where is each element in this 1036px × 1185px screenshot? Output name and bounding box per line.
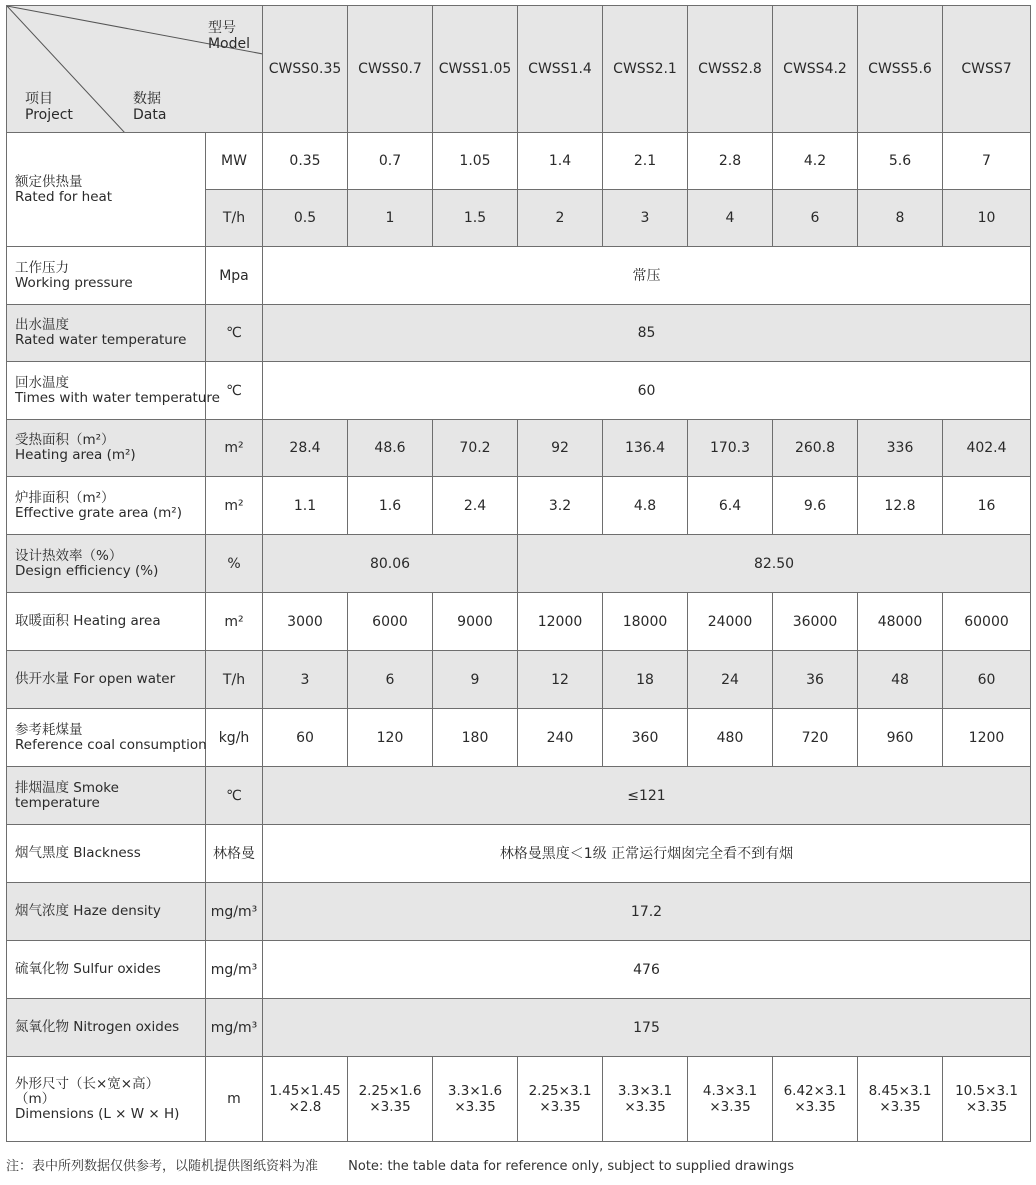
value-cell: 180	[433, 709, 518, 767]
dimension-cell: 2.25×1.6 ×3.35	[348, 1057, 433, 1142]
footnote-en: Note: the table data for reference only, subject to supplied drawings	[348, 1159, 794, 1174]
heating-space-row	[7, 593, 1031, 651]
coal-consumption-label: 参考耗煤量 Reference coal consumption	[7, 709, 206, 767]
dimensions-label: 外形尺寸（长×宽×高） （m） Dimensions (L × W × H)	[7, 1057, 206, 1142]
value-cell: 28.4	[263, 420, 348, 477]
value-cell: ≤121	[263, 767, 1031, 825]
value-cell: 1.5	[433, 190, 518, 247]
model-cell: CWSS7	[943, 6, 1031, 133]
unit-cell: mg/m³	[206, 883, 263, 941]
value-cell: 60	[263, 362, 1031, 420]
value-cell: 7	[943, 133, 1031, 190]
value-cell: 1200	[943, 709, 1031, 767]
value-cell: 92	[518, 420, 603, 477]
value-cell: 170.3	[688, 420, 773, 477]
grate-area-label: 炉排面积（m²） Effective grate area (m²)	[7, 477, 206, 535]
heating-area-row	[7, 420, 1031, 477]
footnote-cn: 注：表中所列数据仅供参考，以随机提供图纸资料为准	[6, 1159, 319, 1174]
value-cell: 60	[943, 651, 1031, 709]
value-cell: 10	[943, 190, 1031, 247]
value-cell: 常压	[263, 247, 1031, 305]
value-cell: 336	[858, 420, 943, 477]
value-cell: 4.8	[603, 477, 688, 535]
value-cell: 175	[263, 999, 1031, 1057]
model-cell: CWSS2.1	[603, 6, 688, 133]
unit-cell: mg/m³	[206, 941, 263, 999]
value-cell: 18000	[603, 593, 688, 651]
value-cell: 48	[858, 651, 943, 709]
value-cell: 36	[773, 651, 858, 709]
value-cell: 林格曼黑度＜1级 正常运行烟囱完全看不到有烟	[263, 825, 1031, 883]
dimension-cell: 3.3×1.6 ×3.35	[433, 1057, 518, 1142]
unit-cell: m²	[206, 477, 263, 535]
value-cell: 6.4	[688, 477, 773, 535]
value-cell: 85	[263, 305, 1031, 362]
blackness-label: 烟气黑度 Blackness	[7, 825, 206, 883]
dimension-cell: 3.3×3.1 ×3.35	[603, 1057, 688, 1142]
model-cell: CWSS2.8	[688, 6, 773, 133]
unit-cell: m²	[206, 420, 263, 477]
value-cell: 24000	[688, 593, 773, 651]
return-water-temp-row	[7, 362, 1031, 420]
value-cell: 1	[348, 190, 433, 247]
model-label: 型号 Model	[207, 20, 250, 52]
model-cell: CWSS1.4	[518, 6, 603, 133]
value-cell: 402.4	[943, 420, 1031, 477]
value-cell: 36000	[773, 593, 858, 651]
value-cell: 1.4	[518, 133, 603, 190]
unit-cell: m²	[206, 593, 263, 651]
value-cell: 476	[263, 941, 1031, 999]
value-cell: 3000	[263, 593, 348, 651]
design-efficiency-row	[7, 535, 1031, 593]
value-cell: 2	[518, 190, 603, 247]
value-cell: 48.6	[348, 420, 433, 477]
grate-area-row	[7, 477, 1031, 535]
design-efficiency-label: 设计热效率（%） Design efficiency (%)	[7, 535, 206, 593]
heating-space-label: 取暖面积 Heating area	[7, 593, 206, 651]
value-cell: 3	[603, 190, 688, 247]
footnote	[6, 1155, 794, 1174]
return-water-temp-label: 回水温度 Times with water temperature	[7, 362, 206, 420]
dimension-cell: 10.5×3.1 ×3.35	[943, 1057, 1031, 1142]
boiler-spec-table	[6, 5, 1031, 1142]
nitrogen-oxides-row	[7, 999, 1031, 1057]
blackness-row	[7, 825, 1031, 883]
value-cell: 16	[943, 477, 1031, 535]
value-cell: 12.8	[858, 477, 943, 535]
value-cell: 12000	[518, 593, 603, 651]
value-cell: 240	[518, 709, 603, 767]
spec-table-wrapper	[6, 5, 1031, 1142]
dimension-cell: 1.45×1.45 ×2.8	[263, 1057, 348, 1142]
unit-cell: ℃	[206, 362, 263, 420]
value-cell: 4.2	[773, 133, 858, 190]
dimension-cell: 8.45×3.1 ×3.35	[858, 1057, 943, 1142]
dimension-cell: 4.3×3.1 ×3.35	[688, 1057, 773, 1142]
model-cell: CWSS0.35	[263, 6, 348, 133]
header-corner-cell	[7, 6, 263, 133]
unit-cell: kg/h	[206, 709, 263, 767]
value-cell: 3	[263, 651, 348, 709]
value-cell: 2.4	[433, 477, 518, 535]
value-cell: 2.1	[603, 133, 688, 190]
value-cell: 6	[348, 651, 433, 709]
smoke-temp-label: 排烟温度 Smoke temperature	[7, 767, 206, 825]
rated-water-temp-row	[7, 305, 1031, 362]
dimensions-row	[7, 1057, 1031, 1142]
open-water-label: 供开水量 For open water	[7, 651, 206, 709]
value-cell: 60000	[943, 593, 1031, 651]
value-cell: 4	[688, 190, 773, 247]
unit-cell: m	[206, 1057, 263, 1142]
value-cell: 70.2	[433, 420, 518, 477]
unit-cell: ℃	[206, 767, 263, 825]
value-cell: 24	[688, 651, 773, 709]
unit-cell: mg/m³	[206, 999, 263, 1057]
value-cell: 18	[603, 651, 688, 709]
smoke-temp-row	[7, 767, 1031, 825]
unit-cell: Mpa	[206, 247, 263, 305]
value-cell: 260.8	[773, 420, 858, 477]
value-cell: 1.1	[263, 477, 348, 535]
value-cell: 2.8	[688, 133, 773, 190]
unit-cell: ℃	[206, 305, 263, 362]
value-cell: 136.4	[603, 420, 688, 477]
value-cell: 6	[773, 190, 858, 247]
value-cell: 0.5	[263, 190, 348, 247]
value-cell: 1.6	[348, 477, 433, 535]
rated-heat-mw-row	[7, 133, 1031, 190]
value-cell: 60	[263, 709, 348, 767]
value-cell: 1.05	[433, 133, 518, 190]
sulfur-oxides-label: 硫氧化物 Sulfur oxides	[7, 941, 206, 999]
value-cell: 120	[348, 709, 433, 767]
working-pressure-label: 工作压力 Working pressure	[7, 247, 206, 305]
haze-density-row	[7, 883, 1031, 941]
value-cell: 48000	[858, 593, 943, 651]
value-cell: 960	[858, 709, 943, 767]
dimension-cell: 6.42×3.1 ×3.35	[773, 1057, 858, 1142]
rated-water-temp-label: 出水温度 Rated water temperature	[7, 305, 206, 362]
data-label: 数据 Data	[133, 91, 167, 123]
value-cell: 82.50	[518, 535, 1031, 593]
value-cell: 9000	[433, 593, 518, 651]
model-cell: CWSS1.05	[433, 6, 518, 133]
haze-density-label: 烟气浓度 Haze density	[7, 883, 206, 941]
model-cell: CWSS4.2	[773, 6, 858, 133]
value-cell: 6000	[348, 593, 433, 651]
value-cell: 0.35	[263, 133, 348, 190]
nitrogen-oxides-label: 氮氧化物 Nitrogen oxides	[7, 999, 206, 1057]
value-cell: 12	[518, 651, 603, 709]
coal-consumption-row	[7, 709, 1031, 767]
value-cell: 360	[603, 709, 688, 767]
value-cell: 0.7	[348, 133, 433, 190]
value-cell: 80.06	[263, 535, 518, 593]
rated-heat-label: 额定供热量 Rated for heat	[7, 133, 206, 247]
project-label: 项目 Project	[25, 91, 73, 123]
value-cell: 17.2	[263, 883, 1031, 941]
model-cell: CWSS0.7	[348, 6, 433, 133]
unit-cell: MW	[206, 133, 263, 190]
dimension-cell: 2.25×3.1 ×3.35	[518, 1057, 603, 1142]
value-cell: 9	[433, 651, 518, 709]
value-cell: 3.2	[518, 477, 603, 535]
heating-area-label: 受热面积（m²） Heating area (m²)	[7, 420, 206, 477]
header-row	[7, 6, 1031, 133]
unit-cell: T/h	[206, 190, 263, 247]
open-water-row	[7, 651, 1031, 709]
model-cell: CWSS5.6	[858, 6, 943, 133]
value-cell: 720	[773, 709, 858, 767]
unit-cell: 林格曼	[206, 825, 263, 883]
value-cell: 9.6	[773, 477, 858, 535]
value-cell: 8	[858, 190, 943, 247]
sulfur-oxides-row	[7, 941, 1031, 999]
value-cell: 5.6	[858, 133, 943, 190]
unit-cell: %	[206, 535, 263, 593]
unit-cell: T/h	[206, 651, 263, 709]
value-cell: 480	[688, 709, 773, 767]
working-pressure-row	[7, 247, 1031, 305]
